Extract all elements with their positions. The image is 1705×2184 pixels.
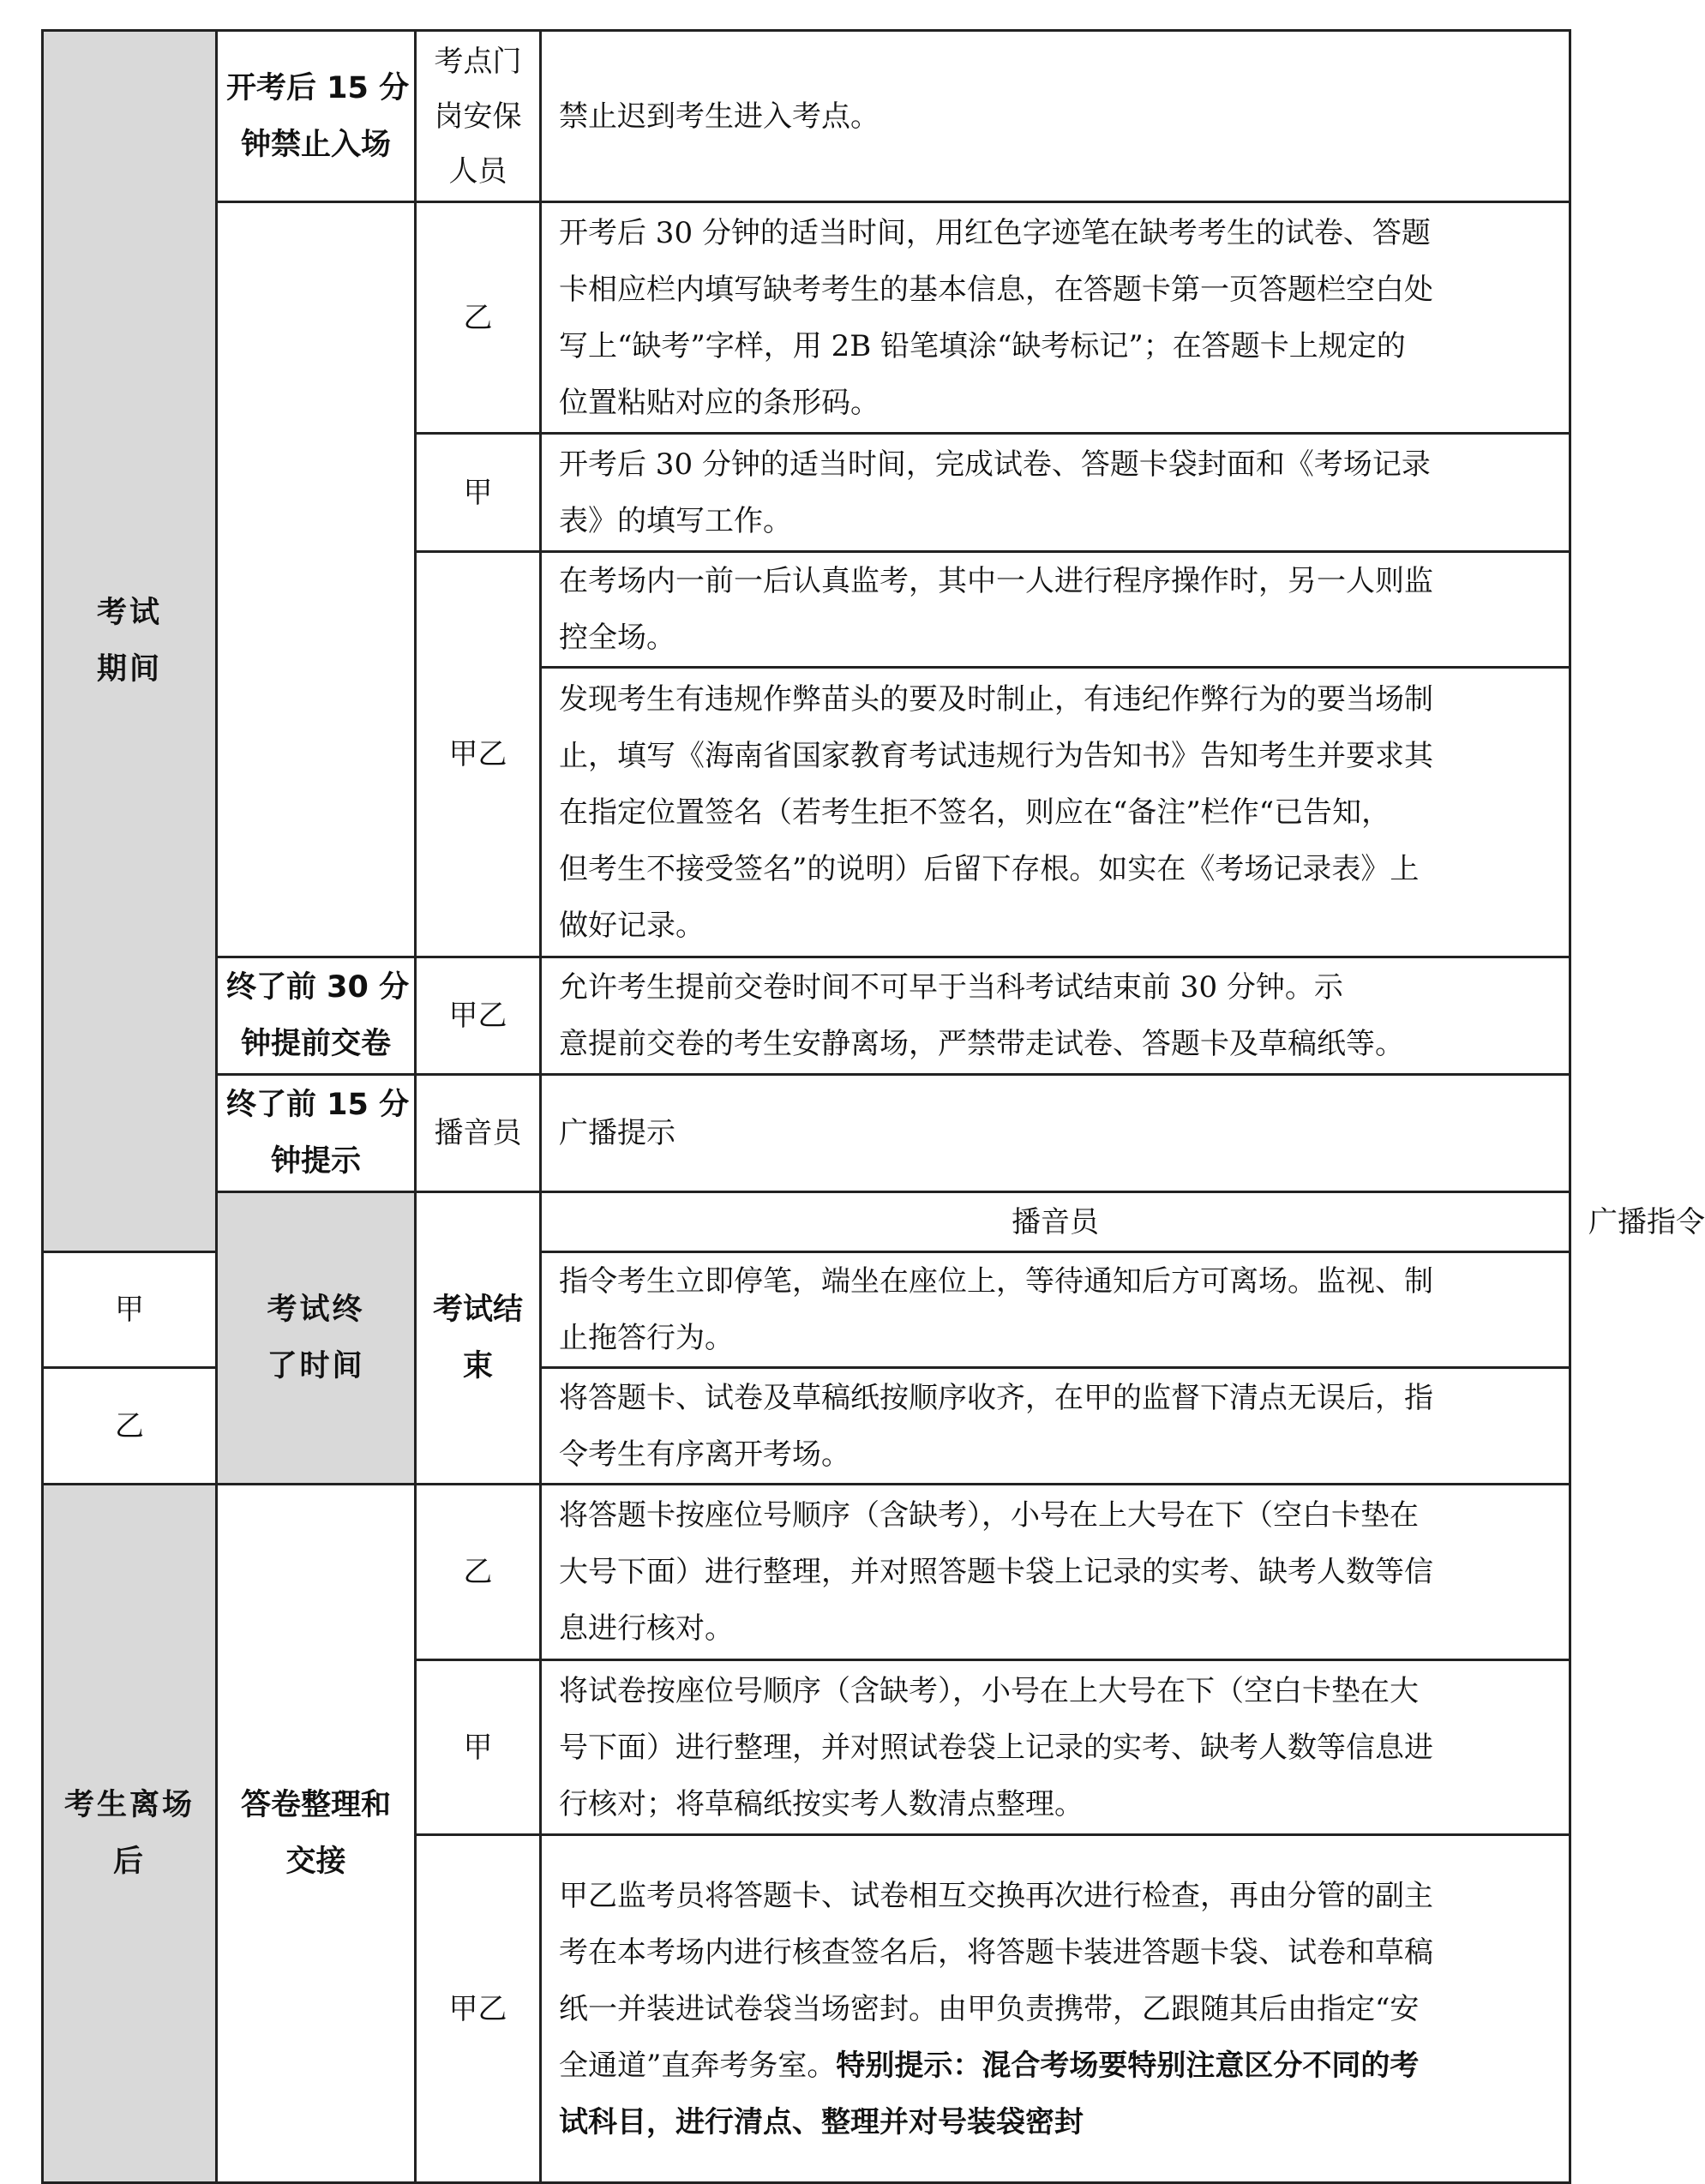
description: 将试卷按座位号顺序（含缺考），小号在上大号在下（空白卡垫在大 号下面）进行整理，并对照试卷袋上记录的实考、缺考人数等信息进 行核对；将草稿纸按实考人数清点整理。 [541, 1660, 1570, 1835]
step-early-submit: 终了前 30 分 钟提前交卷 [217, 957, 416, 1075]
description: 允许考生提前交卷时间不可早于当科考试结束前 30 分钟。示 意提前交卷的考生安静离场，严禁带走试卷、答题卡及草稿纸等。 [541, 957, 1570, 1075]
table-row [43, 1075, 1570, 1192]
step-exam-end: 考试结束 [416, 1192, 541, 1485]
phase-after: 考生离场 后 [43, 1485, 217, 2183]
role-jia: 甲 [43, 1252, 217, 1368]
description: 将答题卡、试卷及草稿纸按顺序收齐，在甲的监督下清点无误后，指 令考生有序离开考场。 [541, 1368, 1570, 1485]
step-handover: 答卷整理和 交接 [217, 1485, 416, 2183]
role-jia: 甲 [416, 434, 541, 552]
special-note: 试科目，进行清点、整理并对号装袋密封 [559, 2104, 1084, 2139]
phase-label: 考试 [96, 596, 162, 630]
special-note: 特别提示：混合考场要特别注意区分不同的考 [836, 2048, 1420, 2083]
table-row: 考试终 了时间 考试结束 播音员 广播指令 [43, 1192, 1570, 1252]
role-broadcaster: 播音员 [541, 1192, 1570, 1252]
description: 甲乙监考员将答题卡、试卷相互交换再次进行检查，再由分管的副主 考在本考场内进行核查签名后，将答题卡装进答题卡袋、试卷和草稿 纸一并装进试卷袋当场密封。由甲负责携带，乙跟随其后由指定“安 全通道”直奔考务室。特别提示：混合考场要特别注意区分不同的考 试科目，进行清点、整理并对号装袋密封 [541, 1835, 1570, 2183]
role-jia: 甲 [416, 1660, 541, 1835]
role-yi: 乙 [416, 1485, 541, 1660]
description: 将答题卡按座位号顺序（含缺考），小号在上大号在下（空白卡垫在 大号下面）进行整理，并对照答题卡袋上记录的实考、缺考人数等信 息进行核对。 [541, 1485, 1570, 1660]
description: 广播提示 [541, 1075, 1570, 1192]
step-no-entry: 开考后 15 分 钟禁止入场 [217, 31, 416, 202]
role-broadcaster: 播音员 [416, 1075, 541, 1192]
description: 禁止迟到考生进入考点。 [541, 31, 1570, 202]
description: 指令考生立即停笔，端坐在座位上，等待通知后方可离场。监视、制 止拖答行为。 [541, 1252, 1570, 1368]
phase-during [43, 31, 217, 1252]
description: 开考后 30 分钟的适当时间，用红色字迹笔在缺考考生的试卷、答题 卡相应栏内填写缺考考生的基本信息，在答题卡第一页答题栏空白处 写上“缺考”字样，用 2B 铅笔填涂“缺考标记”；在答题卡上规定的 位置粘贴对应的条形码。 [541, 202, 1570, 434]
exam-procedure-table [41, 29, 1705, 2184]
role-jiayi: 甲乙 [416, 552, 541, 957]
step-empty [217, 202, 416, 957]
phase-label: 期间 [96, 652, 162, 687]
role-jiayi: 甲乙 [416, 1835, 541, 2183]
table-row [43, 202, 1570, 434]
description: 在考场内一前一后认真监考，其中一人进行程序操作时，另一人则监 控全场。 [541, 552, 1570, 668]
table-row [43, 957, 1570, 1075]
phase-end: 考试终 了时间 [217, 1192, 416, 1485]
table-row [43, 1485, 1570, 1660]
description: 发现考生有违规作弊苗头的要及时制止，有违纪作弊行为的要当场制 止，填写《海南省国家教育考试违规行为告知书》告知考生并要求其 在指定位置签名（若考生拒不签名，则应在“备注”栏作“已告知， 但考生不接受签名”的说明）后留下存根。如实在《考场记录表》上 做好记录。 [541, 668, 1570, 957]
step-reminder: 终了前 15 分 钟提示 [217, 1075, 416, 1192]
role-jiayi: 甲乙 [416, 957, 541, 1075]
role-yi: 乙 [43, 1368, 217, 1485]
role-yi: 乙 [416, 202, 541, 434]
description: 开考后 30 分钟的适当时间，完成试卷、答题卡袋封面和《考场记录 表》的填写工作。 [541, 434, 1570, 552]
table-row [43, 31, 1570, 202]
role-guard: 考点门 岗安保 人员 [416, 31, 541, 202]
